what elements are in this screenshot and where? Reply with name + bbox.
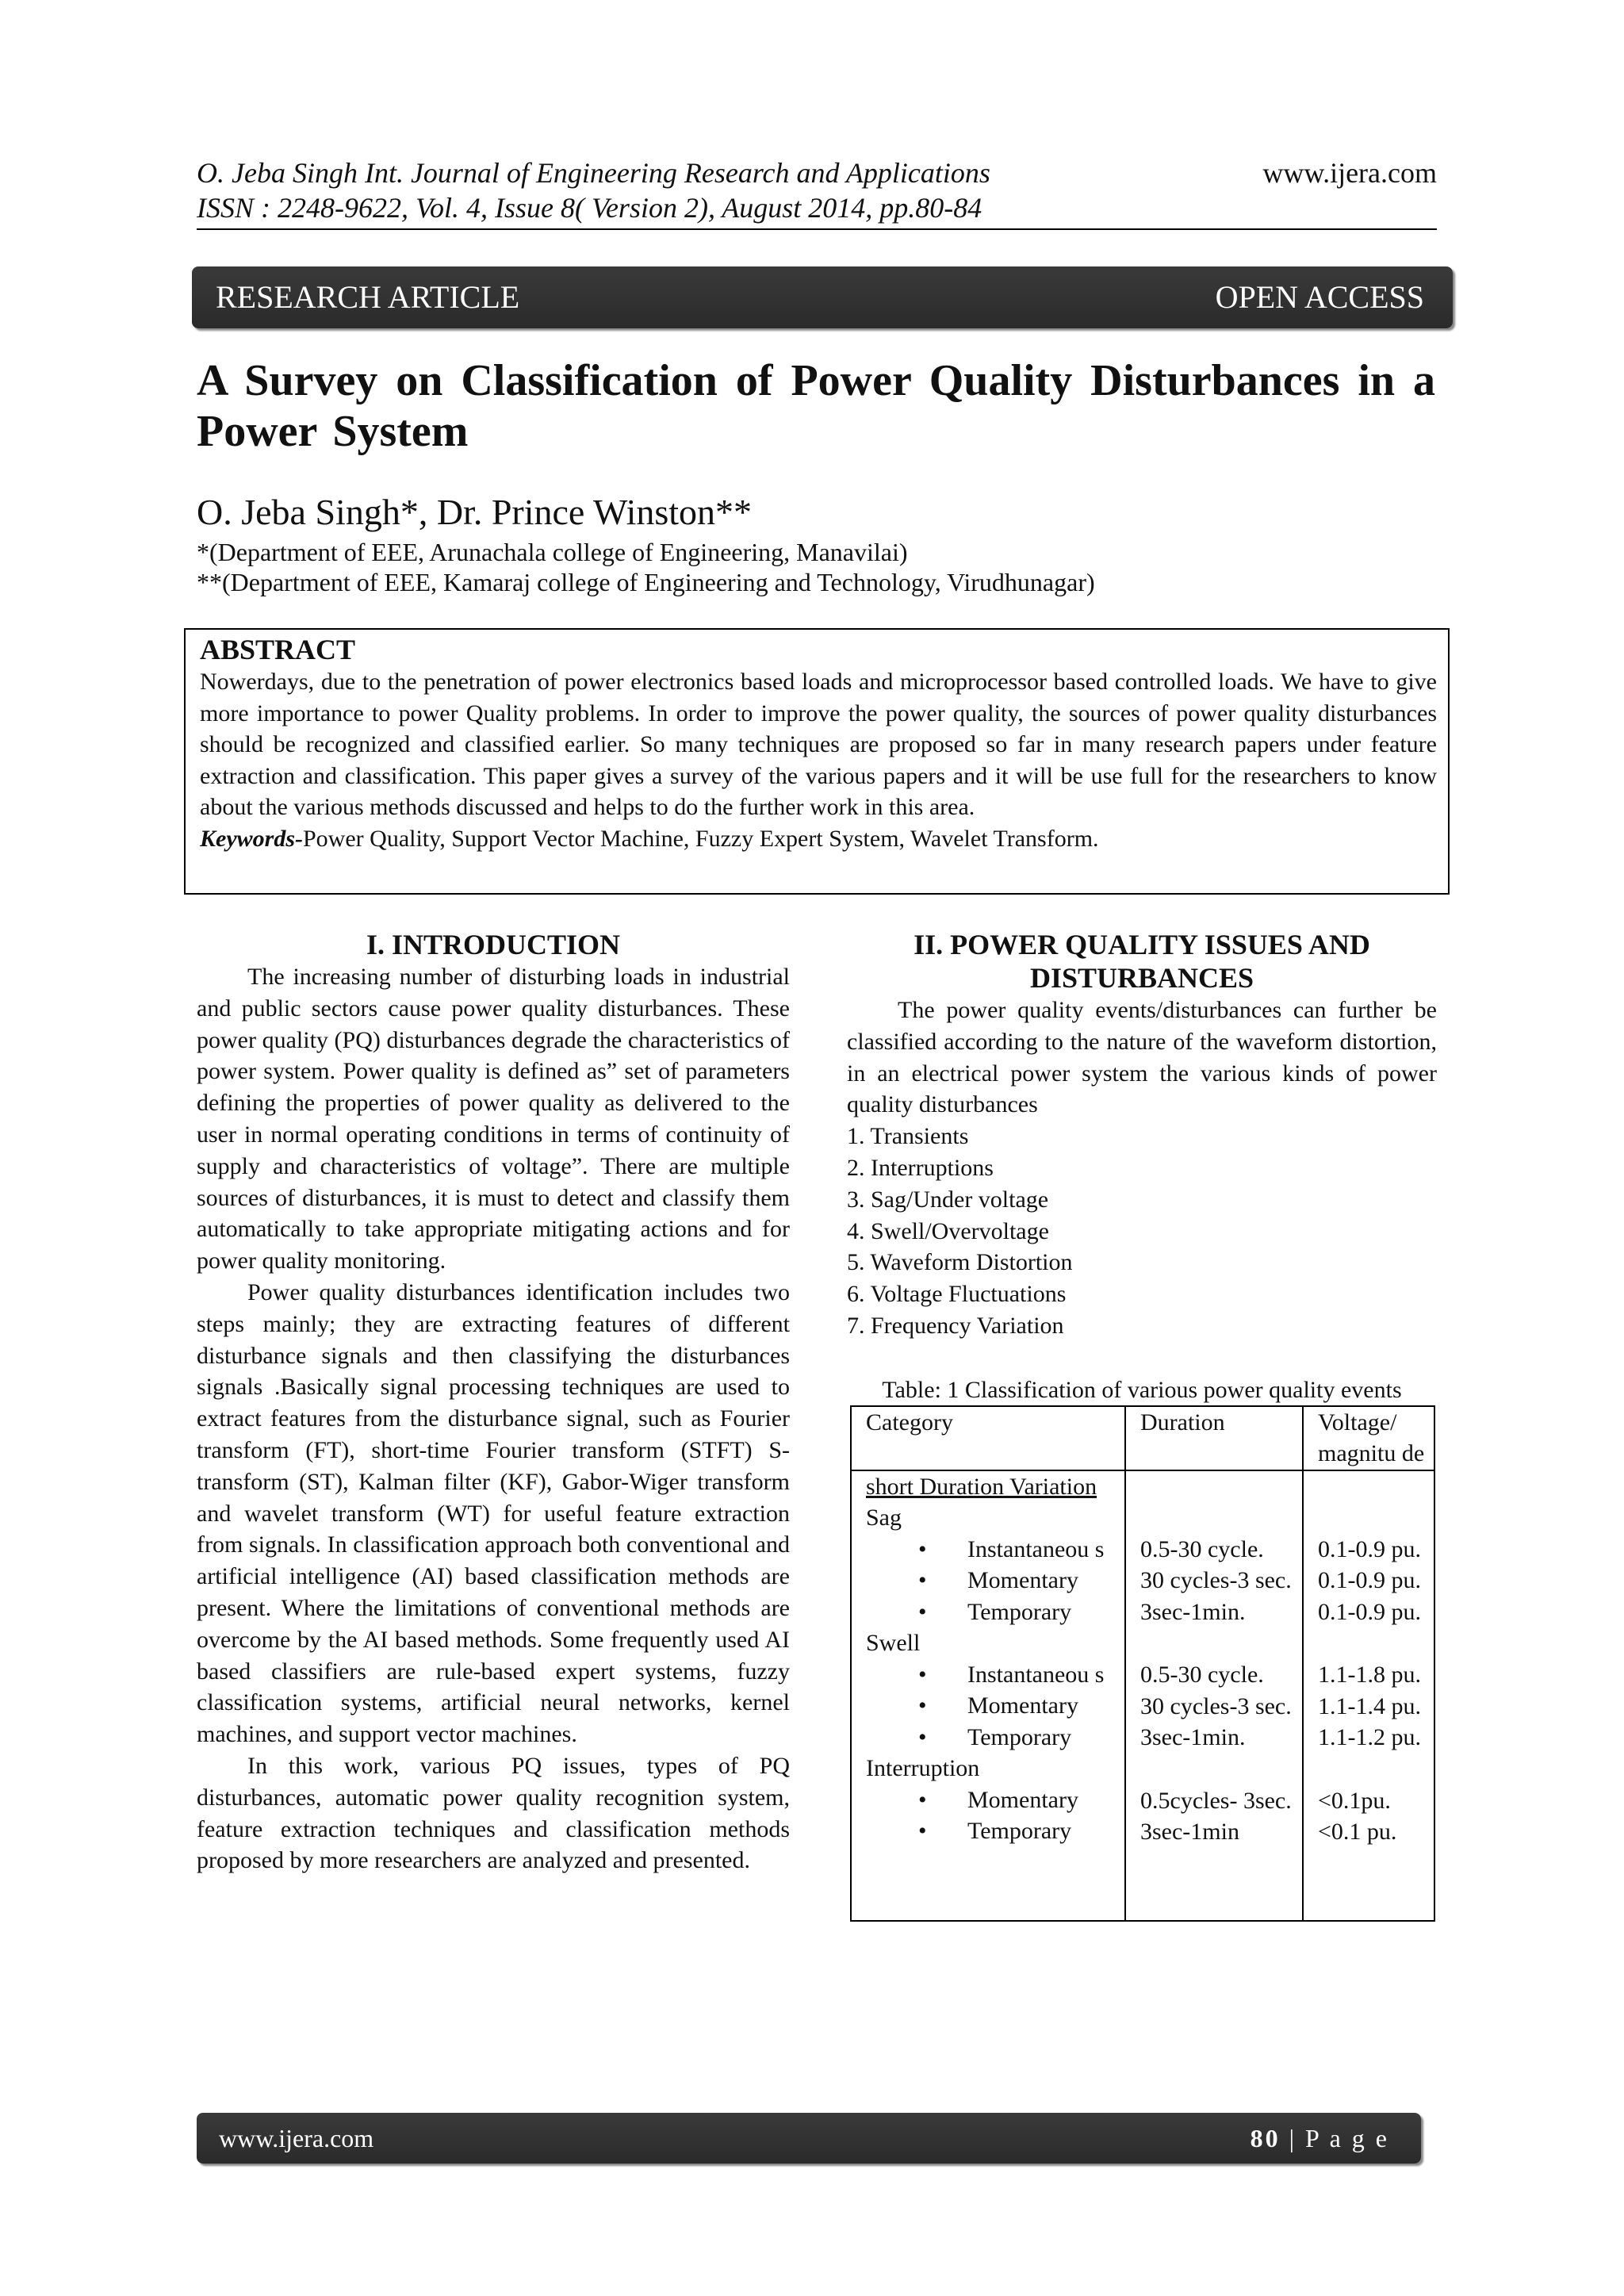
abstract-heading: ABSTRACT [200, 634, 356, 665]
interruption-label: Interruption [866, 1755, 980, 1782]
duration-value: 30 cycles-3 sec. [1140, 1567, 1292, 1594]
duration-value: 0.5cycles- 3sec. [1140, 1787, 1292, 1814]
sag-label: Sag [866, 1504, 902, 1531]
list-item: • Temporary [866, 1596, 1118, 1628]
list-item: • Instantaneou s [866, 1659, 1118, 1691]
section-2-heading-line-1: II. POWER QUALITY ISSUES AND [914, 929, 1370, 960]
magnitude-value: 0.1-0.9 pu. [1318, 1567, 1421, 1594]
abstract-body: Nowerdays, due to the penetration of power electronics based loads and microprocessor based controlled loads. We have to give more importance to power Quality problems. In order to improve the power quality, the sources of power quality disturbances should be recognized and classified earlier. So many techniques are proposed so far in many research papers under feature extraction and classification. This paper gives a survey of the various papers and it will be use full for the researchers to know about the various methods discussed and helps to do the further work in this area. [200, 669, 1437, 820]
magnitude-value: <0.1 pu. [1318, 1819, 1397, 1846]
journal-citation [197, 155, 990, 225]
page-label: | P a g e [1280, 2124, 1389, 2152]
list-item: 1. Transients [847, 1123, 969, 1150]
magnitude-value: <0.1pu. [1318, 1787, 1391, 1814]
section-2-intro: The power quality events/disturbances can further be classified according to the nature of the waveform distortion, in an electrical power system the various kinds of power quality disturbances [847, 997, 1437, 1118]
list-item: 4. Swell/Overvoltage [847, 1217, 1049, 1244]
section-2-heading [847, 928, 1437, 995]
duration-cell [1125, 1470, 1303, 1921]
list-item: • Temporary [866, 1722, 1118, 1754]
page-number: 80 [1250, 2124, 1281, 2152]
list-item: 6. Voltage Fluctuations [847, 1281, 1067, 1308]
table-body-row [851, 1470, 1434, 1921]
header-website-link[interactable]: www.ijera.com [1262, 157, 1437, 189]
sag-subtypes [866, 1534, 1118, 1628]
keywords-label: Keywords- [200, 825, 303, 852]
duration-value: 3sec-1min. [1140, 1598, 1246, 1625]
section-1-heading: I. INTRODUCTION [366, 929, 621, 960]
list-item: • Momentary [866, 1784, 1118, 1816]
page-footer [197, 2113, 1421, 2164]
header-duration: Duration [1125, 1406, 1303, 1470]
header-category: Category [851, 1406, 1125, 1470]
article-type-banner [192, 266, 1453, 328]
magnitude-value: 1.1-1.2 pu. [1318, 1724, 1421, 1751]
author-list: O. Jeba Singh*, Dr. Prince Winston** [197, 492, 753, 532]
citation-line-2: ISSN : 2248-9622, Vol. 4, Issue 8( Version 2), August 2014, pp.80-84 [197, 192, 982, 224]
list-item: • Momentary [866, 1690, 1118, 1722]
table-header-row [851, 1406, 1434, 1470]
footer-website-link[interactable]: www.ijera.com [219, 2124, 374, 2152]
open-access-label: OPEN ACCESS [1215, 279, 1424, 315]
list-item: 2. Interruptions [847, 1154, 994, 1181]
group-label: short Duration Variation [866, 1473, 1097, 1500]
intro-paragraph-3: In this work, various PQ issues, types of PQ disturbances, automatic power quality recognition system, feature extraction techniques and classification methods proposed by more researchers are analyzed and presented. [197, 1752, 790, 1874]
duration-value: 0.5-30 cycle. [1140, 1535, 1264, 1562]
list-item: 5. Waveform Distortion [847, 1249, 1073, 1276]
table-caption: Table: 1 Classification of various power quality events [882, 1376, 1402, 1403]
citation-line-1: O. Jeba Singh Int. Journal of Engineering Research and Applications [197, 157, 990, 189]
swell-subtypes [866, 1659, 1118, 1754]
magnitude-value: 0.1-0.9 pu. [1318, 1598, 1421, 1625]
magnitude-value: 1.1-1.8 pu. [1318, 1662, 1421, 1688]
duration-value: 0.5-30 cycle. [1140, 1662, 1264, 1688]
duration-value: 3sec-1min. [1140, 1724, 1246, 1751]
magnitude-cell [1303, 1470, 1434, 1921]
list-item: 3. Sag/Under voltage [847, 1186, 1049, 1213]
interruption-subtypes [866, 1784, 1118, 1847]
right-column [847, 928, 1437, 1922]
list-item: • Temporary [866, 1815, 1118, 1847]
page-indicator [1251, 2113, 1389, 2164]
abstract-box [184, 628, 1450, 895]
intro-paragraph-2: Power quality disturbances identification includes two steps mainly; they are extracting features of different disturbance signals and then classifying the disturbances signals .Basically signal processing techniques are used to extract features from the disturbance signal, such as Fourier transform (FT), short-time Fourier transform (STFT) S-transform (ST), Kalman filter (KF), Gabor-Wiger transform and wavelet transform (WT) for useful feature extraction from signals. In classification approach both conventional and artificial intelligence (AI) based classification methods are present. Where the limitations of conventional methods are overcome by the AI based methods. Some frequently used AI based classifiers are rule-based expert systems, fuzzy classification systems, artificial neural networks, kernel machines, and support vector machines. [197, 1278, 790, 1748]
list-item: 7. Frequency Variation [847, 1312, 1064, 1339]
affiliation-1: *(Department of EEE, Arunachala college of Engineering, Manavilai) [197, 538, 908, 566]
pq-classification-table [850, 1405, 1435, 1922]
keywords-text: Power Quality, Support Vector Machine, Fuzzy Expert System, Wavelet Transform. [303, 825, 1099, 852]
duration-value: 3sec-1min [1140, 1819, 1239, 1846]
header-magnitude: Voltage/ magnitu de [1303, 1406, 1434, 1470]
list-item: • Momentary [866, 1565, 1118, 1596]
magnitude-value: 1.1-1.4 pu. [1318, 1692, 1421, 1719]
disturbance-list [847, 1121, 1437, 1342]
affiliation-2: **(Department of EEE, Kamaraj college of Engineering and Technology, Virudhunagar) [197, 568, 1095, 596]
swell-label: Swell [866, 1630, 921, 1657]
list-item: • Instantaneou s [866, 1534, 1118, 1566]
duration-value: 30 cycles-3 sec. [1140, 1692, 1292, 1719]
intro-paragraph-1: The increasing number of disturbing loads in industrial and public sectors cause power quality disturbances. These power quality (PQ) disturbances degrade the characteristics of power system. Power quality is defined as” set of parameters defining the properties of power quality as delivered to the user in normal operating conditions in terms of continuity of supply and characteristics of voltage”. There are multiple sources of disturbances, it is must to detect and classify them automatically to take appropriate mitigating actions and for power quality monitoring. [197, 964, 790, 1274]
magnitude-value: 0.1-0.9 pu. [1318, 1535, 1421, 1562]
header-rule [197, 228, 1437, 230]
section-2-heading-line-2: DISTURBANCES [1029, 962, 1254, 994]
left-column [197, 928, 790, 1876]
keywords-line [200, 823, 1437, 855]
paper-title: A Survey on Classification of Power Quality Disturbances in a Power System [197, 356, 1435, 456]
research-article-label: RESEARCH ARTICLE [216, 279, 520, 315]
category-cell [851, 1470, 1125, 1921]
